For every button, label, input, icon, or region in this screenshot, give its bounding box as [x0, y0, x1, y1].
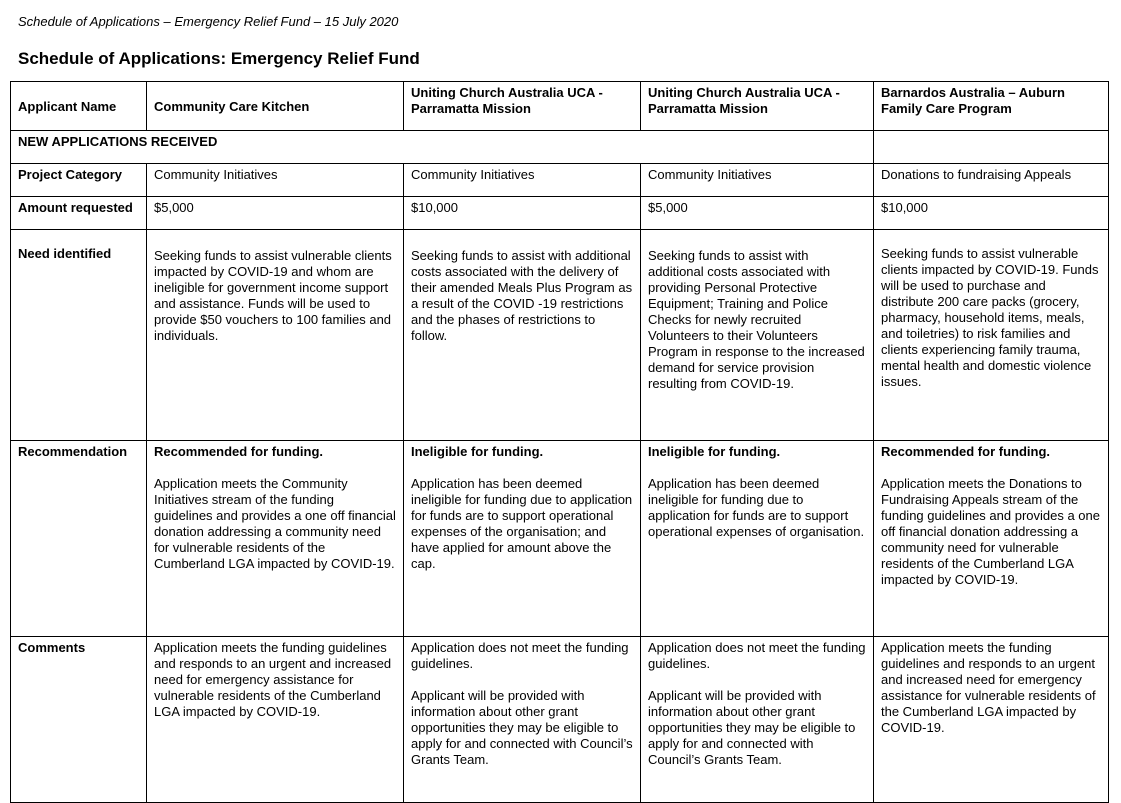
- applicant-name-cell: Barnardos Australia – Auburn Family Care Program: [874, 82, 1109, 131]
- amount-cell: $10,000: [874, 197, 1109, 230]
- recommendation-cell: [641, 441, 874, 637]
- recommendation-status: Ineligible for funding.: [648, 444, 781, 459]
- comment-paragraph: Application does not meet the funding guidelines.: [411, 640, 629, 671]
- running-header: Schedule of Applications – Emergency Relief Fund – 15 July 2020: [18, 14, 399, 29]
- comment-paragraph: Applicant will be provided with information about other grant opportunities they may be eligible to apply for and connected with Council’s Grants Team.: [411, 688, 633, 767]
- recommendation-text: Application meets the Donations to Fundraising Appeals stream of the funding guidelines and provides a one off financial donation addressing a community need for vulnerable residents of the Cumberland LGA impacted by COVID-19.: [881, 476, 1101, 587]
- amount-cell: $5,000: [147, 197, 404, 230]
- document-title: Schedule of Applications: Emergency Relief Fund: [18, 49, 420, 68]
- amount-cell: $5,000: [641, 197, 874, 230]
- comments-cell: [874, 637, 1109, 803]
- recommendation-status: Ineligible for funding.: [411, 444, 544, 459]
- section-heading: NEW APPLICATIONS RECEIVED: [11, 131, 874, 164]
- need-cell: Seeking funds to assist with additional costs associated with providing Personal Protective Equipment; Training and Police Checks for newly recruited Volunteers to their Volunteers Program in response to the increased demand for service provision resulting from COVID-19.: [641, 230, 874, 441]
- need-cell: Seeking funds to assist with additional costs associated with the delivery of their amended Meals Plus Program as a result of the COVID -19 restrictions and the phases of restrictions to follow.: [404, 230, 641, 441]
- comments-cell: [147, 637, 404, 803]
- recommendation-row: [11, 441, 1109, 637]
- section-row: [11, 131, 1109, 164]
- category-cell: Donations to fundraising Appeals: [874, 164, 1109, 197]
- applicant-name-cell: Uniting Church Australia UCA - Parramatta Mission: [404, 82, 641, 131]
- comments-cell: [641, 637, 874, 803]
- recommendation-status: Recommended for funding.: [154, 444, 323, 459]
- row-label-recommendation: Recommendation: [11, 441, 147, 637]
- recommendation-text: Application meets the Community Initiatives stream of the funding guidelines and provides a one off financial donation addressing a community need for vulnerable residents of the Cumberland LGA impacted by COVID-19.: [154, 476, 396, 571]
- recommendation-cell: [147, 441, 404, 637]
- need-identified-row: [11, 230, 1109, 441]
- recommendation-text: Application has been deemed ineligible for funding due to application for funds are to support operational expenses of organisation.: [648, 476, 865, 539]
- comment-paragraph: Applicant will be provided with information about other grant opportunities they may be eligible to apply for and connected with Council’s Grants Team.: [648, 688, 856, 767]
- row-label-comments: Comments: [11, 637, 147, 803]
- category-cell: Community Initiatives: [641, 164, 874, 197]
- comments-cell: [404, 637, 641, 803]
- applicant-name-cell: Uniting Church Australia UCA - Parramatta Mission: [641, 82, 874, 131]
- recommendation-status: Recommended for funding.: [881, 444, 1050, 459]
- row-label-project-category: Project Category: [11, 164, 147, 197]
- category-cell: Community Initiatives: [147, 164, 404, 197]
- comment-paragraph: Application meets the funding guidelines and responds to an urgent and increased need for emergency assistance for vulnerable residents of the Cumberland LGA impacted by COVID-19.: [154, 640, 392, 719]
- section-empty-cell: [874, 131, 1109, 164]
- recommendation-cell: [404, 441, 641, 637]
- need-cell: Seeking funds to assist vulnerable clients impacted by COVID-19 and whom are ineligible for government income support and assistance. Funds will be used to provide $50 vouchers to 100 families and individuals.: [147, 230, 404, 441]
- row-label-applicant-name: Applicant Name: [11, 82, 147, 131]
- applications-table: [10, 81, 1109, 803]
- category-cell: Community Initiatives: [404, 164, 641, 197]
- row-label-amount-requested: Amount requested: [11, 197, 147, 230]
- applicant-name-cell: Community Care Kitchen: [147, 82, 404, 131]
- applicant-name-row: [11, 82, 1109, 131]
- need-cell: Seeking funds to assist vulnerable clients impacted by COVID-19. Funds will be used to purchase and distribute 200 care packs (grocery, pharmacy, household items, meals, and toiletries) to risk families and clients experiencing family trauma, mental health and domestic violence issues.: [874, 230, 1109, 441]
- row-label-need-identified: Need identified: [11, 230, 147, 441]
- amount-requested-row: [11, 197, 1109, 230]
- recommendation-cell: [874, 441, 1109, 637]
- project-category-row: [11, 164, 1109, 197]
- amount-cell: $10,000: [404, 197, 641, 230]
- comments-row: [11, 637, 1109, 803]
- comment-paragraph: Application meets the funding guidelines and responds to an urgent and increased need for emergency assistance for vulnerable residents of the Cumberland LGA impacted by COVID-19.: [881, 640, 1096, 735]
- comment-paragraph: Application does not meet the funding guidelines.: [648, 640, 866, 671]
- recommendation-text: Application has been deemed ineligible for funding due to application for funds are to support operational expenses of the organisation; and have applied for amount above the cap.: [411, 476, 633, 571]
